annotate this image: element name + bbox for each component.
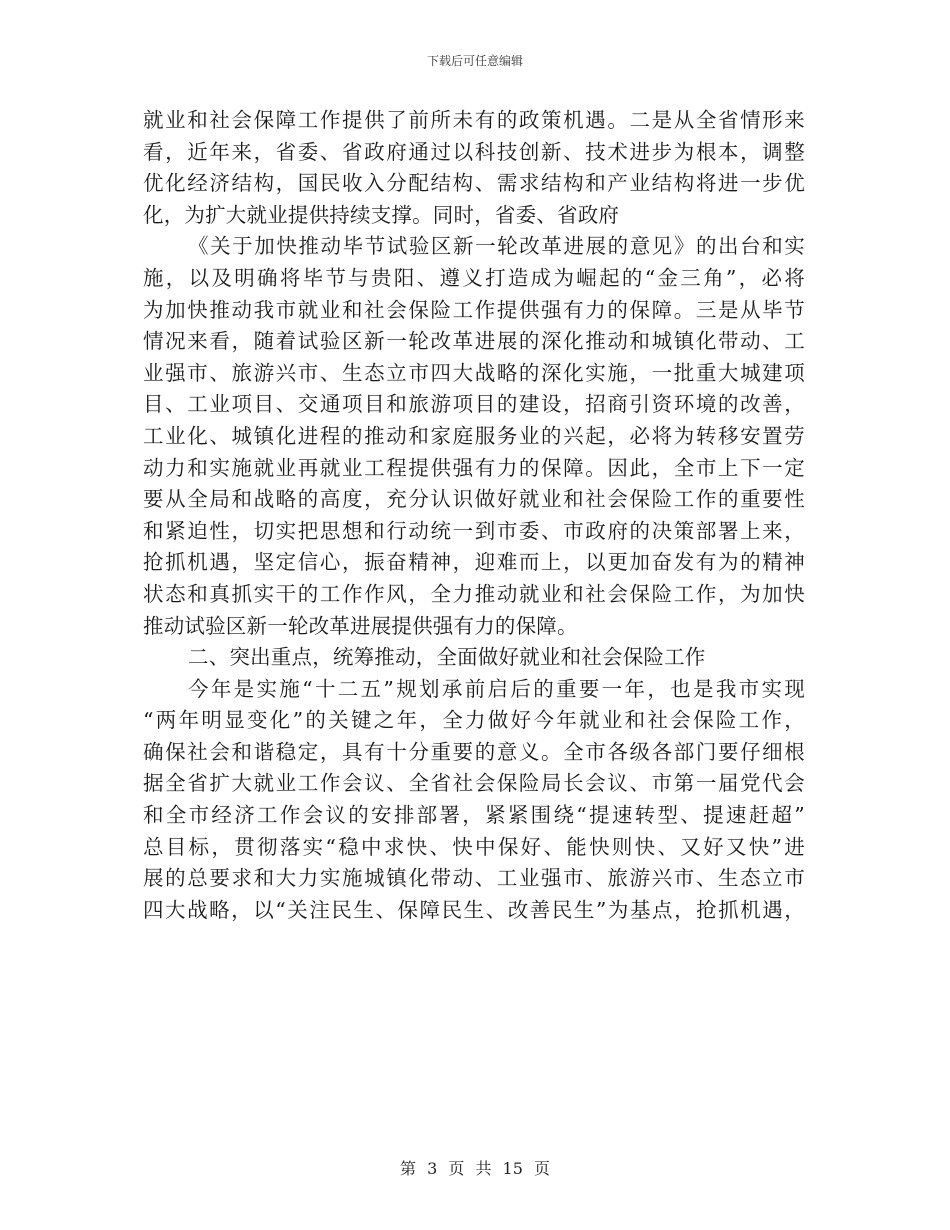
text-line: 抢抓机遇，坚定信心，振奋精神，迎难而上，以更加奋发有为的精神 (143, 550, 805, 575)
text-line: 就业和社会保障工作提供了前所未有的政策机遇。二是从全省情形来 (143, 108, 805, 132)
text-line: 今年是实施“十二五”规划承前启后的重要一年，也是我市实现 (188, 676, 805, 701)
text-line: 动力和实施就业再就业工程提供强有力的保障。因此，全市上下一定 (143, 455, 805, 480)
text-line: 确保社会和谐稳定，具有十分重要的意义。全市各级各部门要仔细根 (143, 739, 805, 764)
text-line: 情况来看，随着试验区新一轮改革进展的深化推动和城镇化带动、工 (143, 329, 805, 354)
text-line: 业强市、旅游兴市、生态立市四大战略的深化实施，一批重大城建项 (143, 360, 805, 385)
section-heading: 二、突出重点，统筹推动，全面做好就业和社会保险工作 (188, 645, 706, 670)
text-line: 推动试验区新一轮改革进展提供强有力的保障。 (143, 613, 578, 638)
text-line: 展的总要求和大力实施城镇化带动、工业强市、旅游兴市、生态立市 (143, 866, 805, 891)
text-line: 为加快推动我市就业和社会保险工作提供强有力的保障。三是从毕节 (143, 297, 805, 322)
text-line: 总目标，贯彻落实“稳中求快、快中保好、能快则快、又好又快”进 (143, 834, 805, 859)
document-body (143, 105, 805, 926)
text-line: “两年明显变化”的关键之年，全力做好今年就业和社会保险工作， (143, 708, 805, 733)
text-line: 状态和真抓实干的工作作风，全力推动就业和社会保险工作，为加快 (143, 581, 805, 606)
text-line: 工业化、城镇化进程的推动和家庭服务业的兴起，必将为转移安置劳 (143, 423, 805, 448)
text-line: 和紧迫性，切实把思想和行动统一到市委、市政府的决策部署上来， (143, 518, 805, 543)
text-line: 优化经济结构，国民收入分配结构、需求结构和产业结构将进一步优 (143, 171, 805, 196)
text-line: 据全省扩大就业工作会议、全省社会保险局长会议、市第一届党代会 (143, 771, 805, 796)
text-line: 和全市经济工作会议的安排部署，紧紧围绕“提速转型、提速赶超” (143, 803, 805, 828)
text-line: 施，以及明确将毕节与贵阳、遵义打造成为崛起的“金三角”，必将 (143, 265, 805, 290)
text-line: 化，为扩大就业提供持续支撑。同时，省委、省政府 (143, 202, 620, 227)
text-line: 《关于加快推动毕节试验区新一轮改革进展的意见》的出台和实 (188, 234, 805, 259)
text-line: 四大战略，以“关注民生、保障民生、改善民生”为基点，抢抓机遇， (143, 897, 805, 922)
text-line: 目、工业项目、交通项目和旅游项目的建设，招商引资环境的改善， (143, 392, 805, 417)
text-line: 要从全局和战略的高度，充分认识做好就业和社会保险工作的重要性 (143, 487, 805, 512)
text-line: 看，近年来，省委、省政府通过以科技创新、技术进步为根本，调整 (143, 139, 805, 164)
page-header-note: 下载后可任意编辑 (426, 54, 523, 68)
page-number-footer: 第 3 页 共 15 页 (400, 1159, 550, 1178)
